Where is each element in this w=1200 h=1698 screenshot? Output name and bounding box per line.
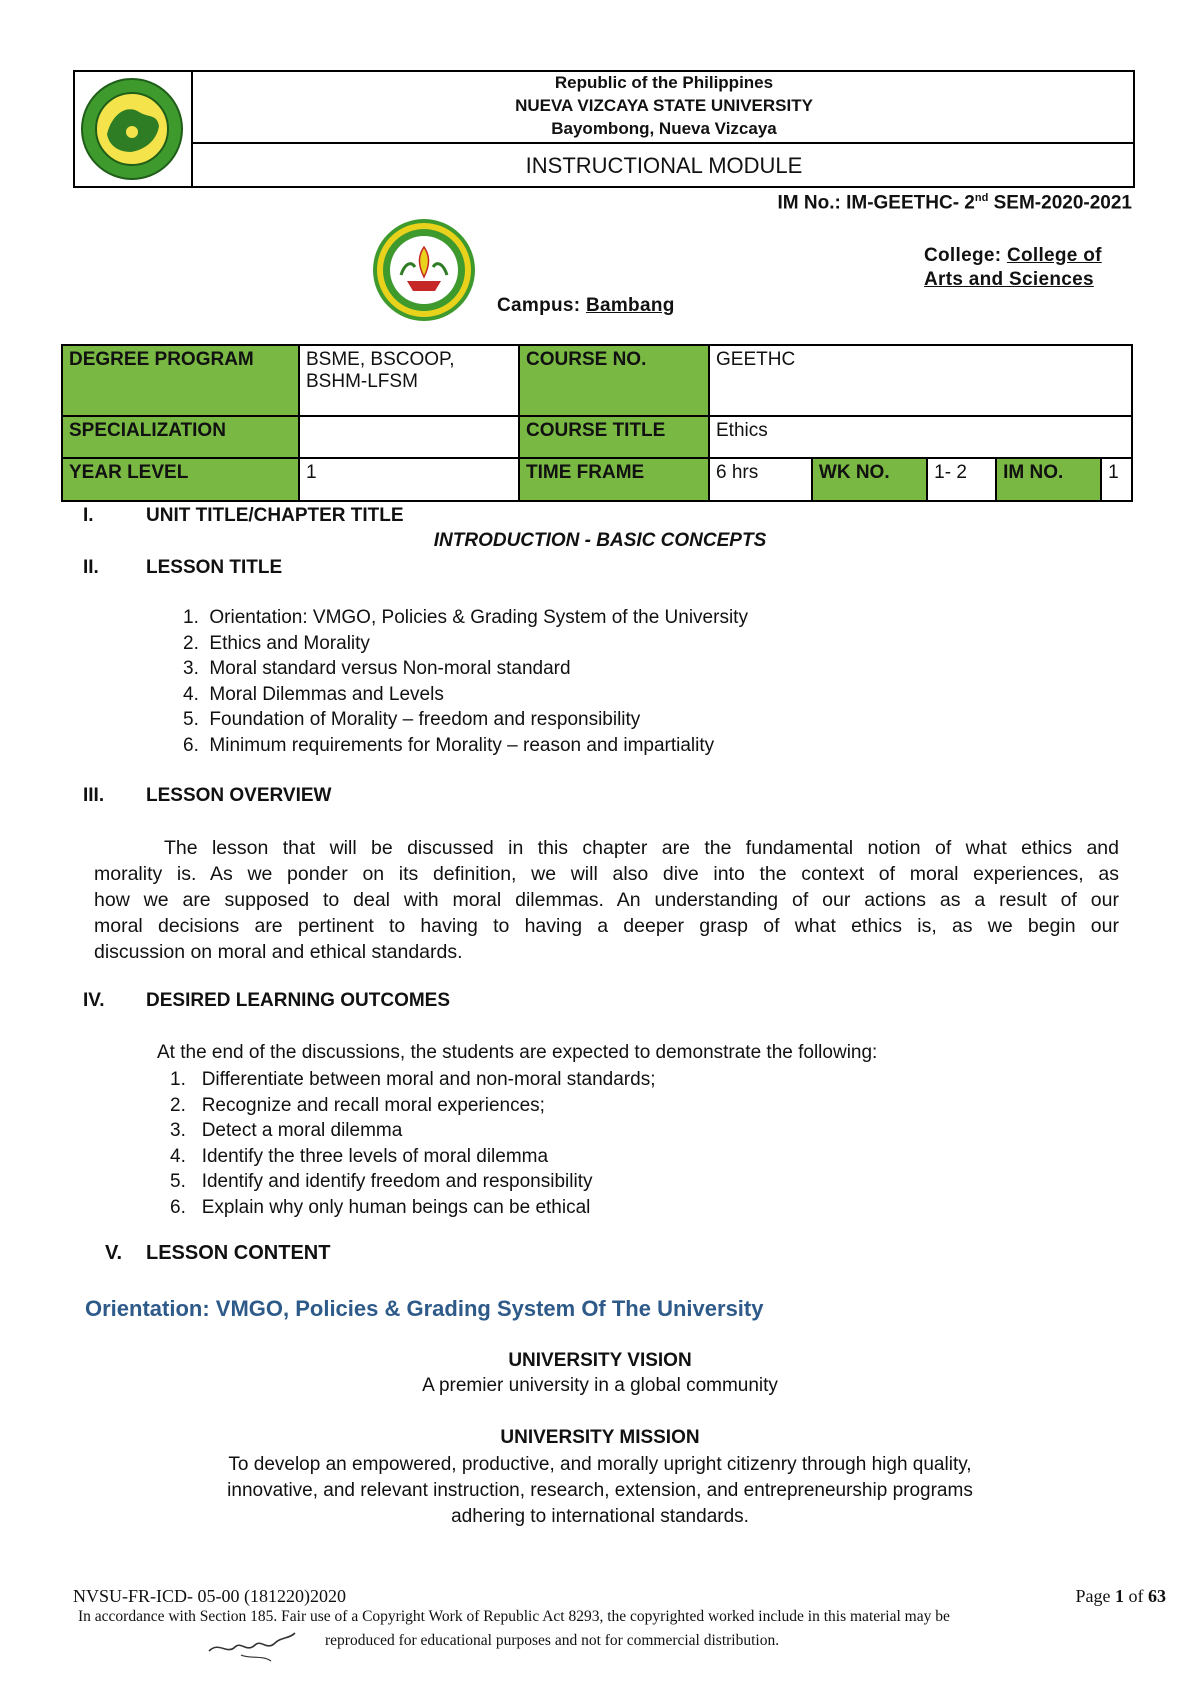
module-title: INSTRUCTIONAL MODULE [525, 153, 803, 178]
time-frame-value: 6 hrs [709, 458, 812, 501]
course-title-label: COURSE TITLE [519, 416, 709, 458]
wk-no-label: WK NO. [812, 458, 927, 501]
signature-icon [205, 1625, 300, 1665]
course-no-label: COURSE NO. [519, 345, 709, 416]
header-university: NUEVA VIZCAYA STATE UNIVERSITY [515, 96, 813, 115]
vision-text: A premier university in a global community [422, 1375, 778, 1396]
course-no-value: GEETHC [709, 345, 1132, 416]
section-4-number: IV. [83, 990, 105, 1011]
overview-paragraph: The lesson that will be discussed in this chapter are the fundamental notion of what ethics and morality is. As we ponder on its definition, we will also dive into the context of moral experiences, as how we are supposed to deal with moral dilemmas. An understanding of our actions as a result of our moral decisions are pertinent to having to having a deeper grasp of what ethics is, as we begin our discussion on moral and ethical standards. [94, 837, 1119, 963]
section-3-title: LESSON OVERVIEW [146, 785, 332, 806]
year-level-value: 1 [299, 458, 519, 501]
specialization-value [299, 416, 519, 458]
chapter-subtitle: INTRODUCTION - BASIC CONCEPTS [433, 530, 767, 551]
outcome-list [170, 1067, 655, 1221]
copyright-note-2: reproduced for educational purposes and not for commercial distribution. [325, 1632, 780, 1649]
campus-value: Bambang [585, 295, 675, 316]
section-2-title: LESSON TITLE [146, 557, 283, 578]
college-label: College: College of Arts and Sciences [924, 245, 1102, 290]
list-item: 1. Orientation: VMGO, Policies & Grading System of the University [183, 607, 748, 628]
list-item: 6. Minimum requirements for Morality – reason and impartiality [183, 734, 715, 756]
page-number: Page 1 of 63 [1075, 1586, 1166, 1606]
year-level-label: YEAR LEVEL [62, 458, 299, 501]
list-item: 2. Recognize and recall moral experiences; [170, 1094, 545, 1116]
header-location: Bayombong, Nueva Vizcaya [551, 119, 777, 138]
degree-program-label: DEGREE PROGRAM [62, 345, 299, 416]
list-item: 3. Moral standard versus Non-moral standard [183, 658, 571, 680]
section-1-number: I. [83, 505, 94, 526]
list-item: 4. Moral Dilemmas and Levels [183, 683, 444, 705]
section-5-number: V. [105, 1242, 123, 1264]
list-item: 5. Identify and identify freedom and responsibility [170, 1171, 593, 1193]
mission-text: To develop an empowered, productive, and morally upright citizenry through high quality, innovative, and relevant instruction, research, extension, and entrepreneurship programs adhering to international standards. [227, 1454, 973, 1527]
section-3-number: III. [83, 785, 105, 806]
list-item: 4. Identify the three levels of moral dilemma [170, 1145, 549, 1167]
outcomes-intro: At the end of the discussions, the students are expected to demonstrate the following: [157, 1042, 878, 1063]
lesson-title-list [183, 605, 748, 759]
form-code: NVSU-FR-ICD- 05-00 (181220)2020 [73, 1586, 346, 1606]
section-4-title: DESIRED LEARNING OUTCOMES [146, 990, 451, 1011]
list-item: 2. Ethics and Morality [183, 632, 370, 654]
section-5-title: LESSON CONTENT [146, 1242, 331, 1264]
college-seal-icon [371, 217, 477, 323]
im-no-value: 1 [1101, 458, 1132, 501]
specialization-label: SPECIALIZATION [62, 416, 299, 458]
im-no-label: IM NO. [996, 458, 1101, 501]
list-item: 3. Detect a moral dilemma [170, 1120, 403, 1142]
campus-label: Campus: Bambang [497, 295, 675, 316]
orientation-heading: Orientation: VMGO, Policies & Grading System Of The University [85, 1296, 764, 1321]
section-1-title: UNIT TITLE/CHAPTER TITLE [146, 505, 404, 526]
header-logo-cell [73, 70, 193, 188]
section-2-number: II. [83, 557, 99, 578]
header-divider [193, 142, 1135, 144]
list-item: 1. Differentiate between moral and non-moral standards; [170, 1069, 656, 1090]
vision-title: UNIVERSITY VISION [508, 1350, 692, 1371]
copyright-note: In accordance with Section 185. Fair use of a Copyright Work of Republic Act 8293, the copyrighted worked include in this material may be [78, 1608, 950, 1625]
degree-program-value: BSME, BSCOOP, BSHM-LFSM [299, 345, 519, 416]
wk-no-value: 1- 2 [927, 458, 996, 501]
im-number: IM No.: IM-GEETHC- 2nd SEM-2020-2021 [777, 192, 1132, 214]
university-seal-icon [77, 74, 187, 184]
list-item: 5. Foundation of Morality – freedom and responsibility [183, 709, 641, 731]
list-item: 6. Explain why only human beings can be ethical [170, 1196, 591, 1218]
mission-title: UNIVERSITY MISSION [500, 1427, 700, 1448]
course-info-table [61, 344, 1133, 502]
course-title-value: Ethics [709, 416, 1132, 458]
header-republic: Republic of the Philippines [554, 73, 774, 92]
time-frame-label: TIME FRAME [519, 458, 709, 501]
